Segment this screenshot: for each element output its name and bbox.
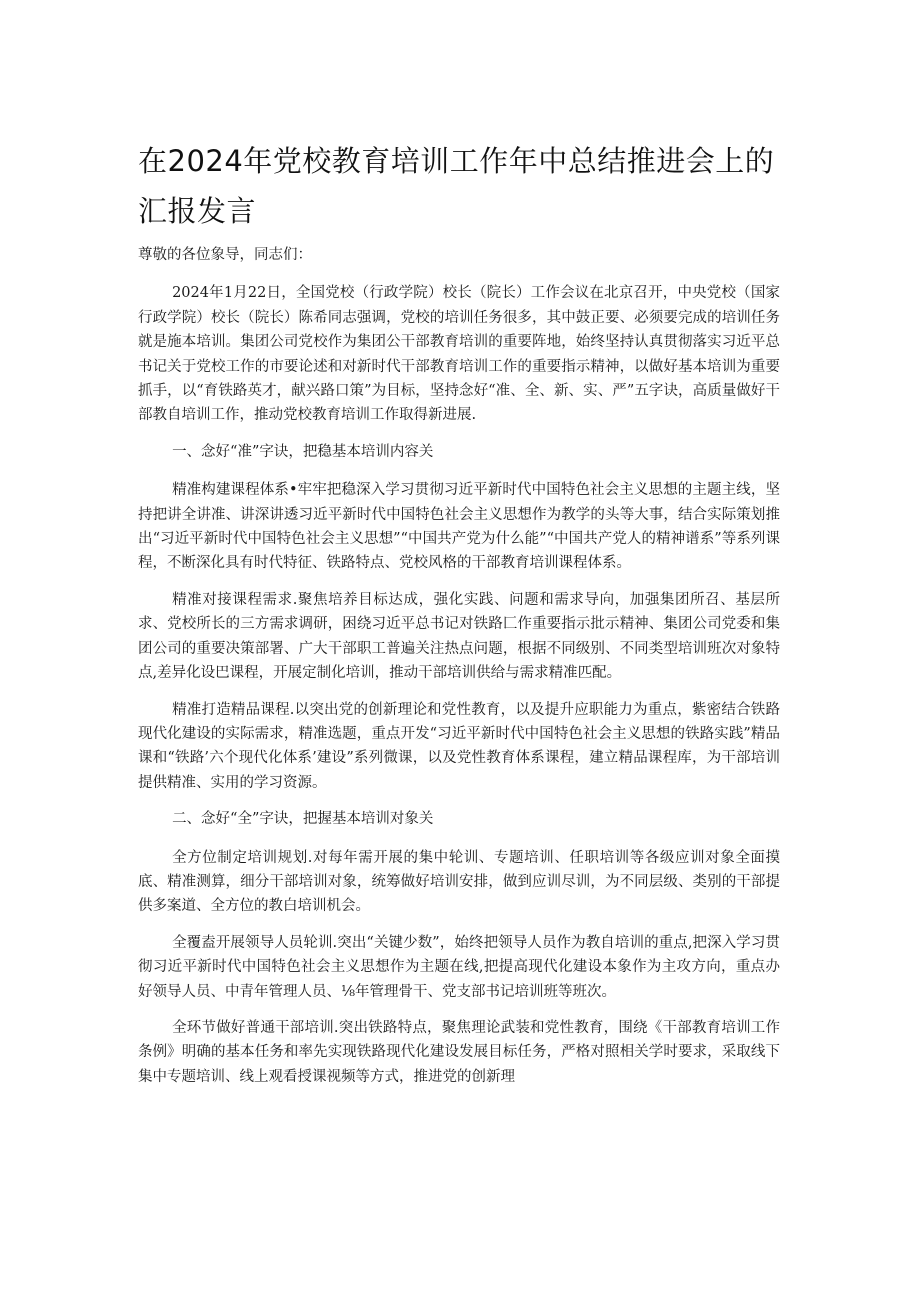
body-paragraph: 全环节做好普通干部培训.突出铁路特点，聚焦理论武装和党性教育，围绕《干部教育培训工作条例》明确的基本任务和率先实现铁路现代化建设发展目标任务，严格对照相关学时要求，采取线下集中专题培训、线上观看授课视频等方式，推进党的创新理 (138, 1019, 780, 1085)
body-paragraph: 精准对接课程需求.聚焦培养目标达成，强化实践、问题和需求导向，加强集团所召、基层所求、党校所长的三方需求调研，困绕习近平总书记对铁路匚作重要指示批示精神、集团公司党委和集团公司的重要决策部署、广大干部职工普遍关注热点问题，根据不同级别、不同类型培训班次对象特点,差异化设巴课程，开展定制化培训，推动干部培训供给与需求精准匹配。 (138, 591, 780, 682)
body-paragraph: 全覆盍开展领导人员轮训.突出“关键少数”，始终把领导人员作为教自培训的重点,把深入学习贯彻习近平新时代中国特色社会主义思想作为主题在线,把提高现代化建设本象作为主攻方向，重点办好领导人员、中青年管理人员、⅛年管理骨干、党支部书记培训班等班次。 (138, 934, 780, 1000)
section-heading-2: 二、念好“全”字诀，把握基本培训对象关 (172, 811, 434, 828)
document-title: 在2024年党校教育培训工作年中总结推进会上的汇报发言 (138, 144, 775, 228)
body-paragraph: 精准构建课程体系•牢牢把稳深入学习贯彻习近平新时代中国特色社会主义思想的主题主线，坚持把讲全讲准、讲深讲透习近平新时代中国特色社会主义思想作为教学的头等大事，结合实际策划推出“习近平新时代中国特色社会主义思想”“中国共产党为什么能”“中国共产党人的精神谱系”等系列课程，不断深化具有时代特征、铁路特点、党校风格的干部教育培训课程体系。 (138, 482, 780, 572)
intro-paragraph: 2024年1月22日，全国党校（行政学院）校长（院长）工作会议在北京召开，中央党校（国家行政学院）校长（院长）陈希同志强调，党校的培训任务很多，其中鼓正要、必须要完成的培训任务就是施本培训。集团公司党校作为集团公干部教育培训的重要阵地，始终坚持认真贯彻落实习近平总书记关于党校工作的市要论述和对新时代干部教育培训工作的重要指示精神，以做好基本培训为重要抓手，以“育铁路英才，献兴路口策”为目标，坚持念好“准、全、新、实、严”五字诀，高质量做好干部教自培训工作，推动党校教育培训工作取得新进展. (138, 285, 780, 424)
salutation: 尊敬的各位象导，同志们： (138, 247, 312, 263)
section-heading-1: 一、念好“准”字诀，把稳基本培训内容关 (172, 443, 434, 460)
body-paragraph: 精准打造精品课程.以突出党的创新理论和党性教育，以及提升应职能力为重点，紫密结合铁路现代化建设的实际需求，精准选题，重点开发“习近平新时代中国特色社会主义思想的铁路实践”精品课和“铁路’六个现代化体系’建设”系列微课，以及党性教育体系课程，建立精品课程库，为干部培训提供精准、实用的学习资源。 (138, 701, 780, 791)
document-body (138, 243, 780, 1101)
body-paragraph: 全方位制定培训规划.对每年需开展的集中轮训、专题培训、任职培训等各级应训对象全面摸底、精准测算，细分干部培训对象，统筹做好培训安排，做到应训尽训，为不同层级、类别的干部提供多案道、全方位的教白培训机会。 (138, 849, 780, 915)
